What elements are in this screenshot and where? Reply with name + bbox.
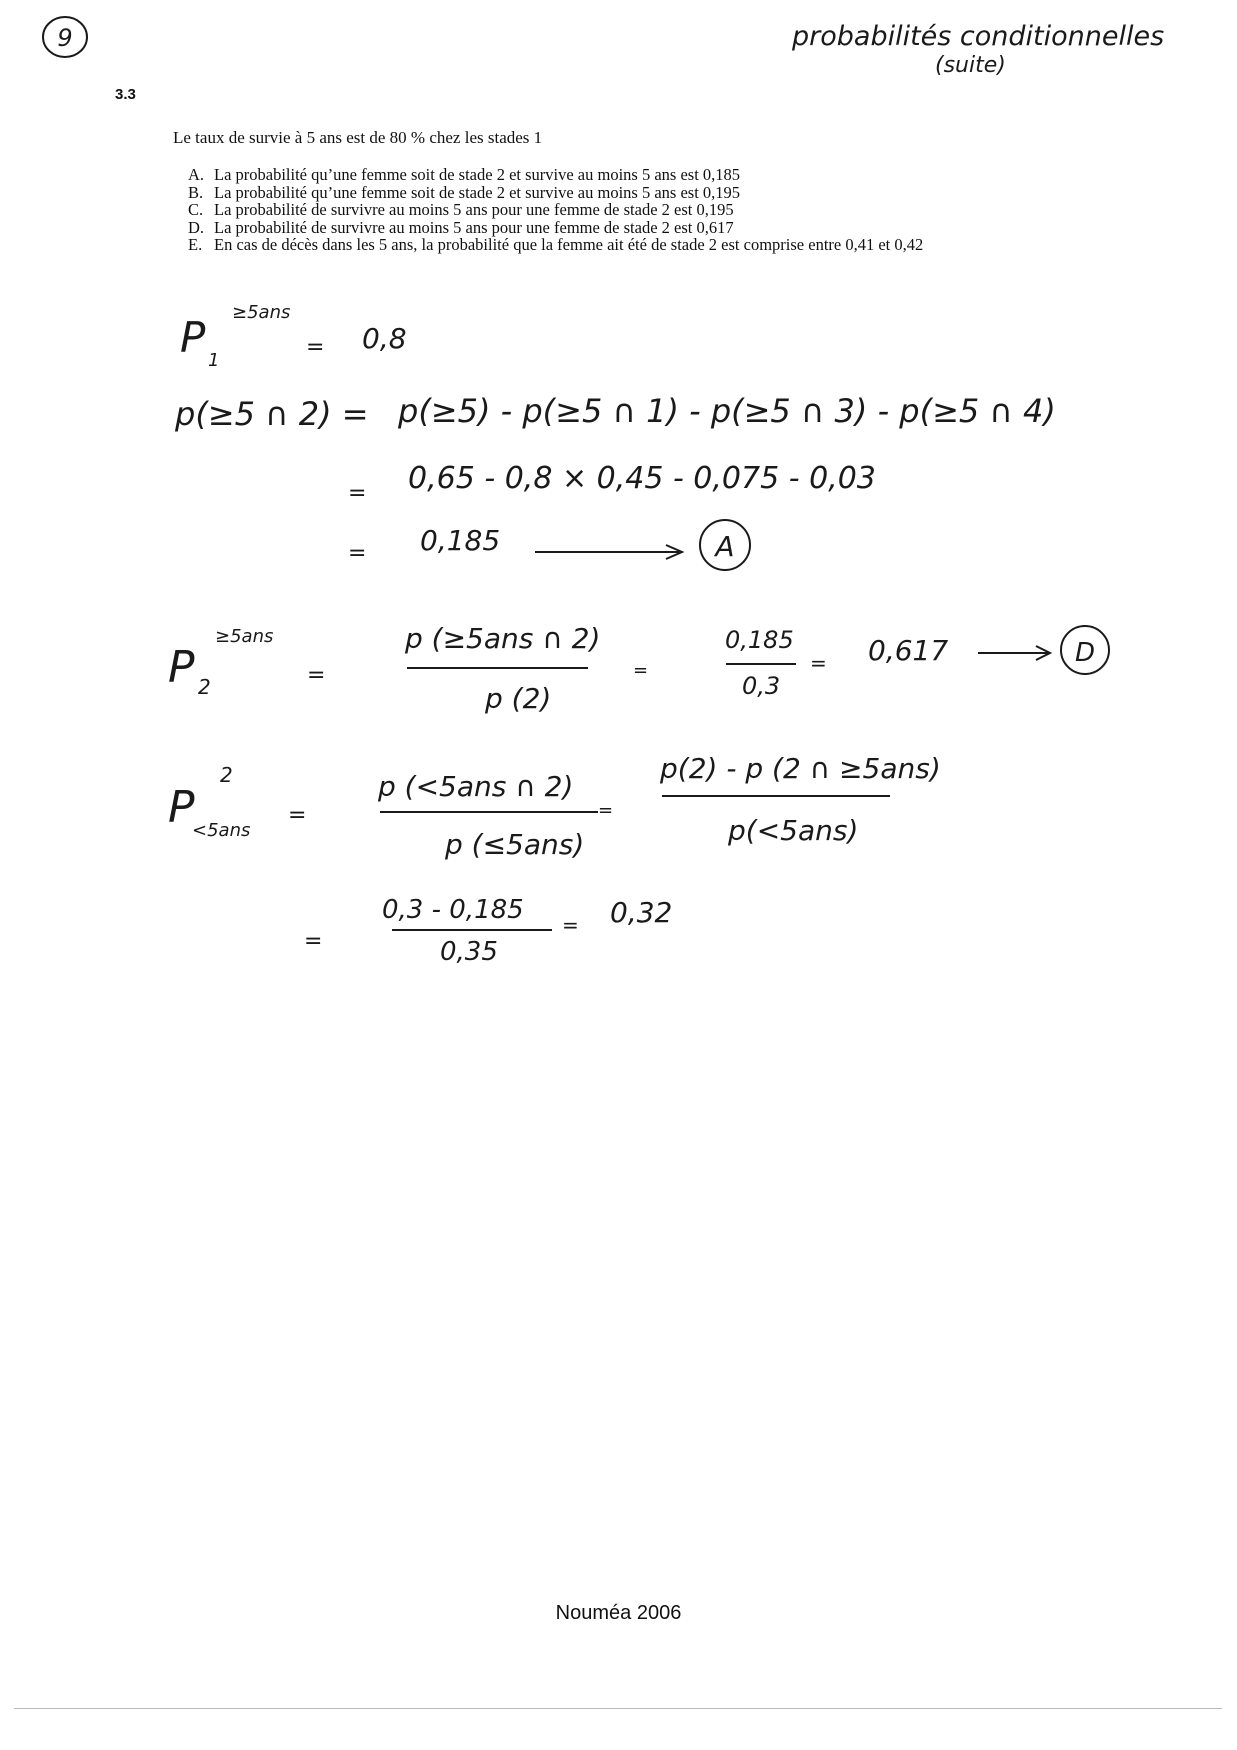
- prob-p2-sup: ≥5ans: [215, 626, 274, 647]
- topic-subtitle: (suite): [935, 53, 1006, 78]
- prob-p1-sub: 1: [208, 350, 220, 371]
- choice-a: A. La probabilité qu’une femme soit de stade 2 et survive au moins 5 ans est 0,185: [188, 165, 741, 184]
- fraction-num-5b: 0,185: [725, 626, 794, 654]
- equals-5: =: [307, 663, 326, 688]
- prob-p1: P: [180, 313, 206, 362]
- prob-p2: P: [168, 642, 195, 693]
- result-0-617: 0,617: [868, 634, 949, 667]
- equals-5c: =: [810, 651, 827, 675]
- intersection-rhs: p(≥5) - p(≥5 ∩ 1) - p(≥5 ∩ 3) - p(≥5 ∩ 4): [398, 392, 1056, 430]
- fraction-den-7: 0,35: [440, 937, 498, 967]
- answer-a: A: [715, 530, 735, 563]
- equals-3: =: [348, 481, 367, 506]
- fraction-den-6b: p(<5ans): [728, 814, 859, 847]
- equals-5b: =: [633, 660, 649, 681]
- answer-d: D: [1074, 638, 1096, 668]
- prob-p2-sub: 2: [198, 675, 211, 699]
- equals-1: =: [306, 335, 325, 360]
- fraction-num-6: p (<5ans ∩ 2): [378, 770, 574, 803]
- prob-p1-sup: ≥5ans: [232, 302, 291, 323]
- numeric-expression: 0,65 - 0,8 × 0,45 - 0,075 - 0,03: [408, 461, 876, 496]
- page-footer: Nouméa 2006: [555, 1602, 682, 1624]
- choice-e: E. En cas de décès dans les 5 ans, la probabilité que la femme ait été de stade 2 est comprise entre 0,41 et 0,42: [188, 235, 924, 254]
- equals-6b: =: [598, 800, 614, 821]
- choice-d: D. La probabilité de survivre au moins 5 ans pour une femme de stade 2 est 0,617: [188, 217, 734, 237]
- equals-7b: =: [562, 913, 579, 937]
- bottom-rule: [14, 1708, 1222, 1709]
- value-0-8: 0,8: [362, 322, 407, 355]
- fraction-den-6: p (≤5ans): [445, 828, 585, 861]
- result-0-185: 0,185: [420, 524, 501, 557]
- page-number: 9: [57, 24, 73, 52]
- equals-6: =: [288, 803, 307, 828]
- result-0-32: 0,32: [610, 896, 673, 929]
- topic-title: probabilités conditionnelles: [792, 21, 1165, 52]
- fraction-den-5: p (2): [485, 682, 552, 715]
- prob-p-lt5: P: [168, 782, 195, 833]
- equals-7: =: [304, 929, 323, 954]
- section-number: 3.3: [115, 86, 136, 103]
- prob-p-lt5-sup: 2: [220, 763, 233, 787]
- equals-4: =: [348, 541, 367, 566]
- intersection-lhs: p(≥5 ∩ 2) =: [175, 395, 369, 433]
- question-stem: Le taux de survie à 5 ans est de 80 % chez les stades 1: [173, 128, 543, 147]
- fraction-num-5: p (≥5ans ∩ 2): [405, 622, 601, 655]
- prob-p-lt5-sub: <5ans: [192, 820, 251, 841]
- fraction-den-5b: 0,3: [742, 672, 781, 700]
- choice-b: B. La probabilité qu’une femme soit de stade 2 et survive au moins 5 ans est 0,195: [188, 182, 741, 202]
- fraction-num-6b: p(2) - p (2 ∩ ≥5ans): [660, 752, 941, 785]
- choice-c: C. La probabilité de survivre au moins 5 ans pour une femme de stade 2 est 0,195: [188, 200, 734, 219]
- fraction-num-7: 0,3 - 0,185: [382, 895, 524, 925]
